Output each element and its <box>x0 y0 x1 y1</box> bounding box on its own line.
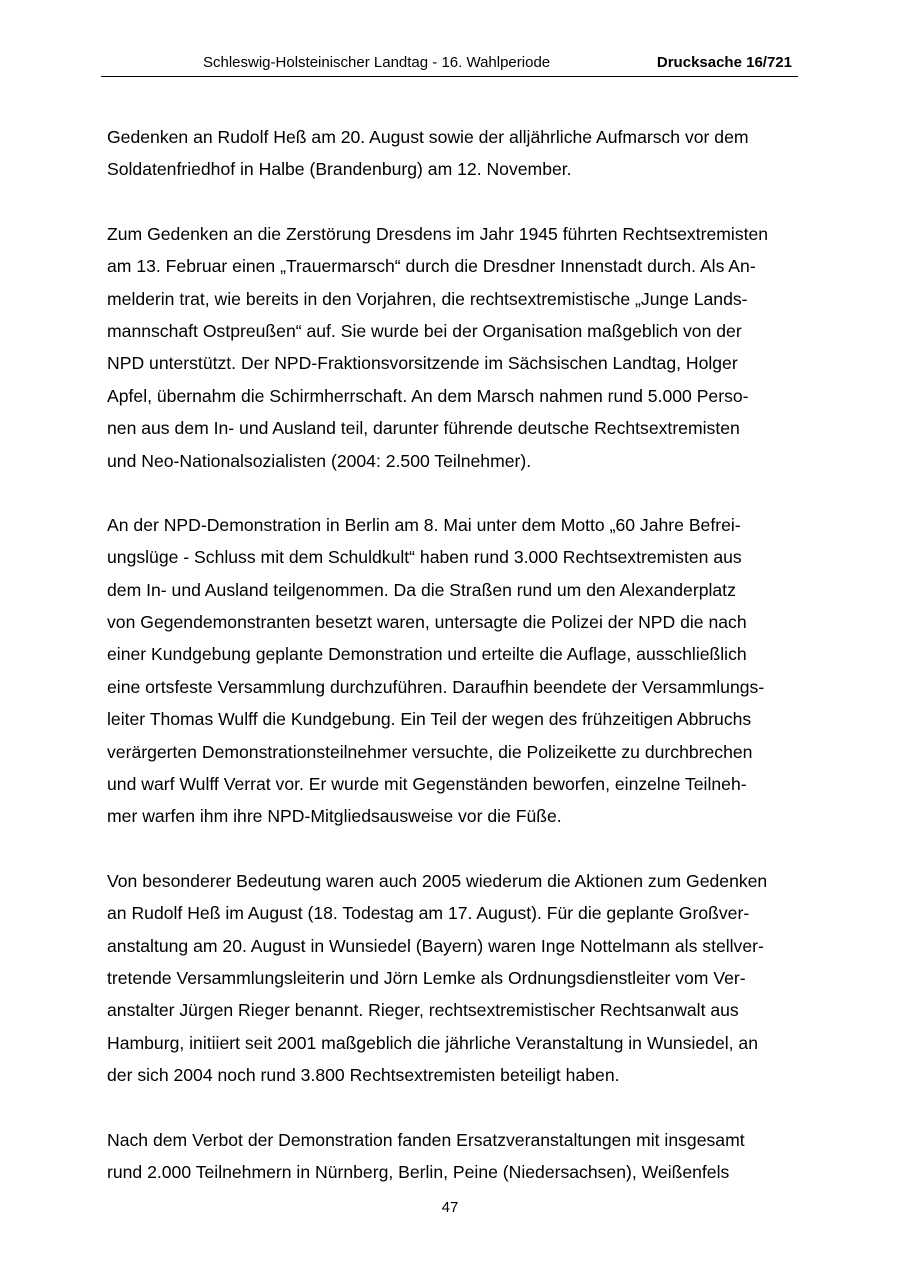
paragraph <box>107 1124 797 1189</box>
text-line: Apfel, übernahm die Schirmherrschaft. An dem Marsch nahmen rund 5.000 Perso- <box>107 385 749 406</box>
document-body <box>107 121 797 1220</box>
text-line: Von besonderer Bedeutung waren auch 2005 wiederum die Aktionen zum Gedenken <box>107 870 768 891</box>
paragraph <box>107 121 797 186</box>
text-line: von Gegendemonstranten besetzt waren, untersagte die Polizei der NPD die nach <box>107 612 747 633</box>
text-line: einer Kundgebung geplante Demonstration und erteilte die Auflage, ausschließlich <box>107 644 747 665</box>
text-line: leiter Thomas Wulff die Kundgebung. Ein Teil der wegen des frühzeitigen Abbruchs <box>107 709 752 730</box>
text-line: Gedenken an Rudolf Heß am 20. August sowie der alljährliche Aufmarsch vor dem <box>107 127 749 147</box>
paragraph <box>107 218 797 477</box>
text-line: tretende Versammlungsleiterin und Jörn Lemke als Ordnungsdienstleiter vom Ver- <box>107 967 746 988</box>
text-line: am 13. Februar einen „Trauermarsch“ durch die Dresdner Innenstadt durch. Als An- <box>107 256 756 277</box>
document-number: Drucksache 16/721 <box>656 54 792 71</box>
text-line: an Rudolf Heß im August (18. Todestag am 17. August). Für die geplante Großver- <box>107 903 750 924</box>
header-title: Schleswig-Holsteinischer Landtag - 16. Wahlperiode <box>203 54 551 71</box>
text-line: mannschaft Ostpreußen“ auf. Sie wurde bei der Organisation maßgeblich von der <box>107 320 742 341</box>
text-line: anstaltung am 20. August in Wunsiedel (Bayern) waren Inge Nottelmann als stellver- <box>107 935 764 956</box>
text-line: verärgerten Demonstrationsteilnehmer versuchte, die Polizeikette zu durchbrechen <box>107 741 753 762</box>
text-line: dem In- und Ausland teilgenommen. Da die Straßen rund um den Alexanderplatz <box>107 579 736 600</box>
text-line: nen aus dem In- und Ausland teil, darunter führende deutsche Rechtsextremisten <box>107 418 740 439</box>
text-line: eine ortsfeste Versammlung durchzuführen. Daraufhin beendete der Versammlungs- <box>107 676 765 697</box>
text-line: ungslüge - Schluss mit dem Schuldkult“ haben rund 3.000 Rechtsextremisten aus <box>107 547 742 568</box>
text-line: anstalter Jürgen Rieger benannt. Rieger, rechtsextremistischer Rechtsanwalt aus <box>107 1000 739 1021</box>
text-line: und Neo-Nationalsozialisten (2004: 2.500 Teilnehmer). <box>107 450 532 471</box>
page-header <box>101 52 798 77</box>
text-line: und warf Wulff Verrat vor. Er wurde mit Gegenständen beworfen, einzelne Teilneh- <box>107 774 747 795</box>
paragraph <box>107 865 797 1092</box>
text-line: der sich 2004 noch rund 3.800 Rechtsextremisten beteiligt haben. <box>107 1065 620 1086</box>
paragraph <box>107 509 797 833</box>
text-line: Hamburg, initiiert seit 2001 maßgeblich die jährliche Veranstaltung in Wunsiedel, an <box>107 1032 759 1053</box>
page-number: 47 <box>441 1199 459 1216</box>
text-line: An der NPD-Demonstration in Berlin am 8. Mai unter dem Motto „60 Jahre Befrei- <box>107 514 741 535</box>
text-line: Soldatenfriedhof in Halbe (Brandenburg) am 12. November. <box>107 159 572 180</box>
text-line: rund 2.000 Teilnehmern in Nürnberg, Berlin, Peine (Niedersachsen), Weißenfels <box>107 1161 730 1182</box>
text-line: melderin trat, wie bereits in den Vorjahren, die rechtsextremistische „Junge Lands- <box>107 288 748 309</box>
text-line: Nach dem Verbot der Demonstration fanden Ersatzveranstaltungen mit insgesamt <box>107 1129 745 1150</box>
text-line: mer warfen ihm ihre NPD-Mitgliedsausweise vor die Füße. <box>107 806 562 827</box>
text-line: NPD unterstützt. Der NPD-Fraktionsvorsitzende im Sächsischen Landtag, Holger <box>107 353 738 374</box>
text-line: Zum Gedenken an die Zerstörung Dresdens im Jahr 1945 führten Rechtsextremisten <box>107 223 769 244</box>
